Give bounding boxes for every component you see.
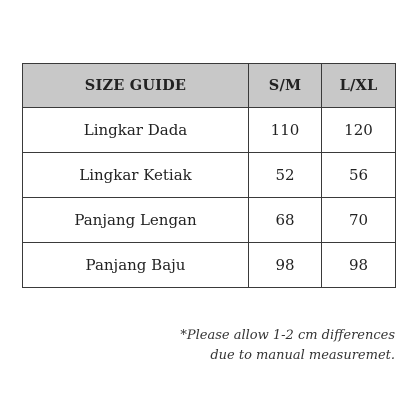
value-s-m: 98 [249, 243, 322, 288]
measurement-label: Panjang Lengan [23, 198, 249, 243]
measurement-label: Lingkar Dada [23, 108, 249, 153]
size-guide-table [22, 63, 396, 288]
measurement-label: Lingkar Ketiak [23, 153, 249, 198]
value-s-m: 52 [249, 153, 322, 198]
note-line-1: *Please allow 1-2 cm differences [180, 328, 395, 343]
note-line-2: due to manual measuremet. [210, 348, 395, 363]
value-l-xl: 98 [322, 243, 396, 288]
measurement-label: Panjang Baju [23, 243, 249, 288]
table-row [23, 153, 396, 198]
value-l-xl: 56 [322, 153, 396, 198]
table-row [23, 198, 396, 243]
size-guide-body [23, 108, 396, 288]
value-l-xl: 120 [322, 108, 396, 153]
measurement-note [180, 326, 395, 366]
value-l-xl: 70 [322, 198, 396, 243]
value-s-m: 68 [249, 198, 322, 243]
table-row [23, 243, 396, 288]
header-size-guide: SIZE GUIDE [23, 64, 249, 108]
header-l-xl: L/XL [322, 64, 396, 108]
value-s-m: 110 [249, 108, 322, 153]
size-guide-header [23, 64, 396, 108]
header-s-m: S/M [249, 64, 322, 108]
header-row [23, 64, 396, 108]
table-row [23, 108, 396, 153]
